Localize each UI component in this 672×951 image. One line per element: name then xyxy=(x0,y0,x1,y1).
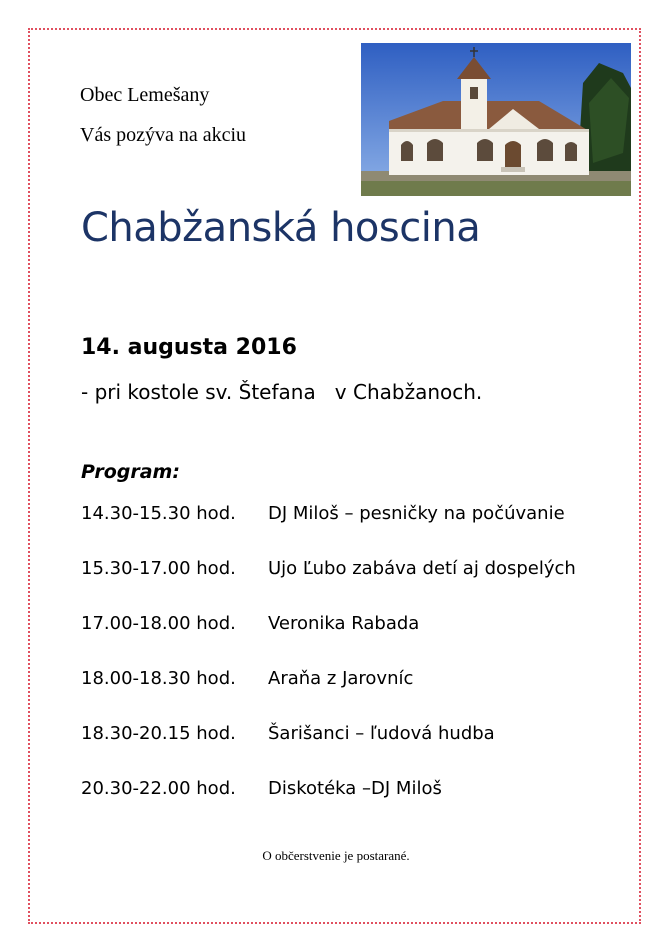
program-time: 14.30-15.30 hod. xyxy=(81,503,236,524)
program-act: DJ Miloš – pesničky na počúvanie xyxy=(268,503,565,524)
church-photo xyxy=(361,43,631,196)
program-act: Ujo Ľubo zabáva detí aj dospelých xyxy=(268,558,576,579)
event-date: 14. augusta 2016 xyxy=(81,335,297,360)
organizer-text: Obec Lemešany xyxy=(80,84,210,106)
program-time: 17.00-18.00 hod. xyxy=(81,613,236,634)
program-time: 15.30-17.00 hod. xyxy=(81,558,236,579)
event-title: Chabžanská hoscina xyxy=(81,205,481,251)
program-act: Šarišanci – ľudová hudba xyxy=(268,723,495,744)
event-place: - pri kostole sv. Štefana v Chabžanoch. xyxy=(81,380,483,404)
invite-text: Vás pozýva na akciu xyxy=(80,124,247,146)
program-act: Diskotéka –DJ Miloš xyxy=(268,778,442,799)
refreshment-note: O občerstvenie je postarané. xyxy=(262,848,410,863)
program-time: 20.30-22.00 hod. xyxy=(81,778,236,799)
program-heading: Program: xyxy=(81,461,180,483)
program-act: Araňa z Jarovníc xyxy=(268,668,414,689)
program-time: 18.00-18.30 hod. xyxy=(81,668,236,689)
program-time: 18.30-20.15 hod. xyxy=(81,723,236,744)
program-act: Veronika Rabada xyxy=(268,613,420,634)
